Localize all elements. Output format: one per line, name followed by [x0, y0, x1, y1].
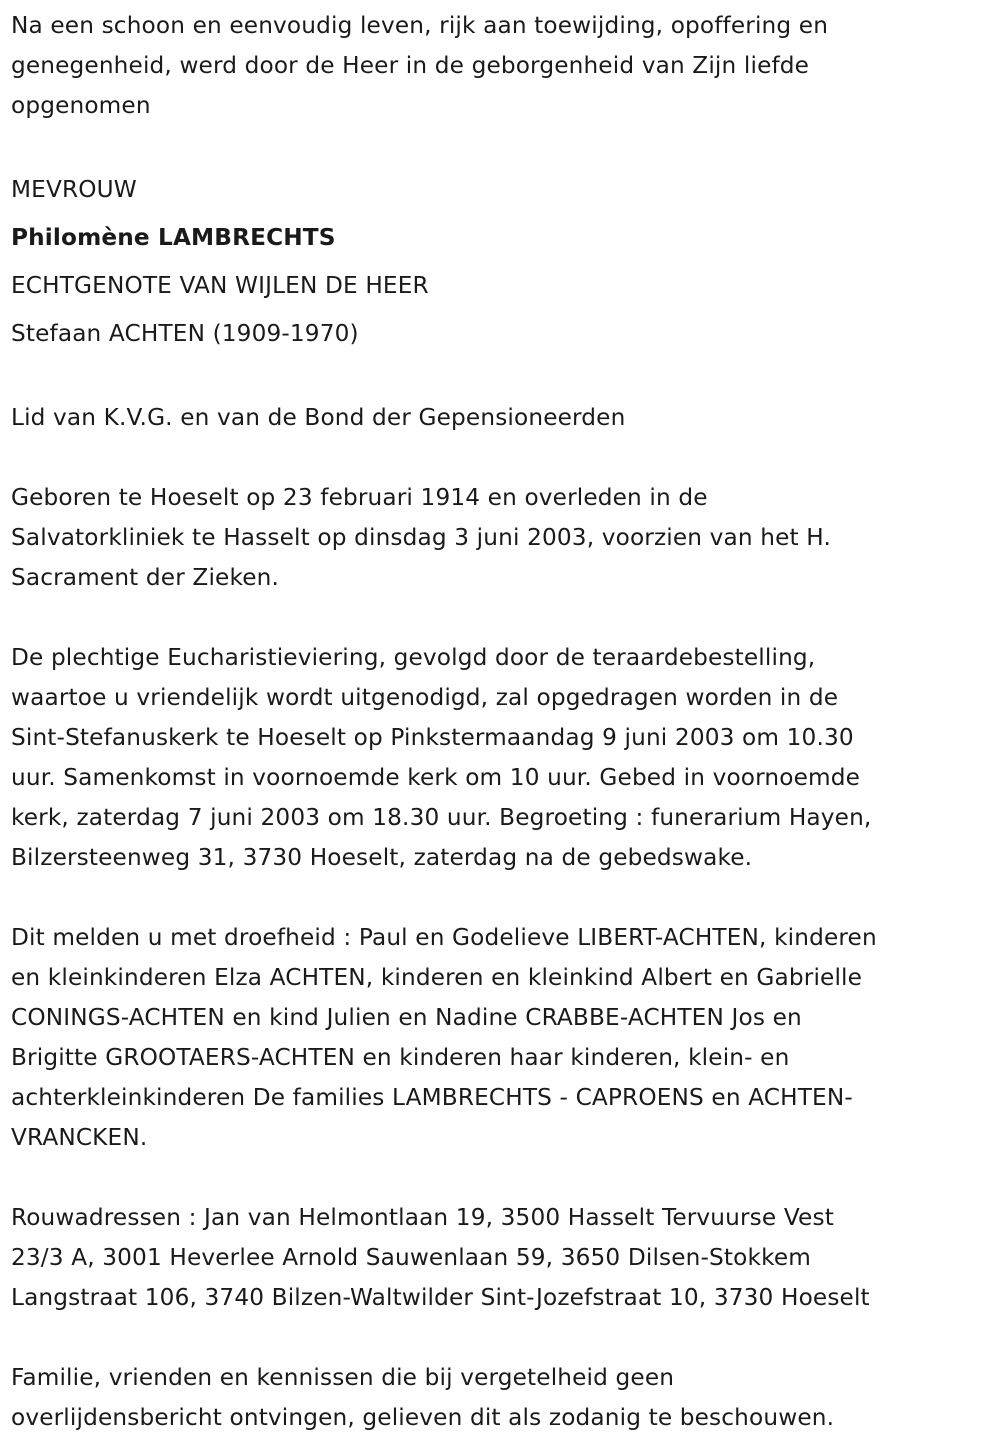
spouse-name: Stefaan ACHTEN (1909-1970) [11, 320, 359, 347]
spacer [11, 1318, 996, 1358]
ceremony-paragraph: De plechtige Eucharistieviering, gevolgd door de teraardebestelling, waartoe u vriendelijk wordt uitgenodigd, zal opgedragen worden in de Sint-Stefanuskerk te Hoeselt op Pinkstermaandag 9 juni 2003 om 10.30 uur. Samenkomst in voornoemde kerk om 10 uur. Gebed in voornoemde kerk, zaterdag 7 juni 2003 om 18.30 uur. Begroeting : funerarium Hayen, Bilzersteenweg 31, 3730 Hoeselt, zaterdag na de gebedswake. [11, 644, 872, 871]
spacer [11, 598, 996, 638]
obituary-document [11, 6, 996, 1438]
birth-death-paragraph: Geboren te Hoeselt op 23 februari 1914 en overleden in de Salvatorkliniek te Hasselt op dinsdag 3 juni 2003, voorzien van het H. Sacrament der Zieken. [11, 484, 831, 591]
salutation: MEVROUW [11, 176, 137, 203]
membership-paragraph: Lid van K.V.G. en van de Bond der Gepensioneerden [11, 404, 626, 431]
spouse-title: ECHTGENOTE VAN WIJLEN DE HEER [11, 272, 429, 299]
announcers-paragraph: Dit melden u met droefheid : Paul en Godelieve LIBERT-ACHTEN, kinderen en kleinkinderen Elza ACHTEN, kinderen en kleinkind Albert en Gabrielle CONINGS-ACHTEN en kind Julien en Nadine CRABBE-ACHTEN Jos en Brigitte GROOTAERS-ACHTEN en kinderen haar kinderen, klein- en achterkleinkinderen De families LAMBRECHTS - CAPROENS en ACHTEN- VRANCKEN. [11, 924, 877, 1151]
deceased-name: Philomène LAMBRECHTS [11, 224, 336, 251]
addresses-paragraph: Rouwadressen : Jan van Helmontlaan 19, 3500 Hasselt Tervuurse Vest 23/3 A, 3001 Heverlee Arnold Sauwenlaan 59, 3650 Dilsen-Stokkem Langstraat 106, 3740 Bilzen-Waltwilder Sint-Jozefstraat 10, 3730 Hoeselt [11, 1204, 870, 1311]
spacer [11, 438, 996, 478]
spacer [11, 126, 996, 166]
spacer [11, 358, 996, 398]
intro-paragraph: Na een schoon en eenvoudig leven, rijk aan toewijding, opoffering en genegenheid, werd door de Heer in de geborgenheid van Zijn liefde opgenomen [11, 12, 829, 119]
spacer [11, 1158, 996, 1198]
closing-paragraph: Familie, vrienden en kennissen die bij vergetelheid geen overlijdensbericht ontvingen, gelieven dit als zodanig te beschouwen. [11, 1364, 835, 1431]
spacer [11, 878, 996, 918]
